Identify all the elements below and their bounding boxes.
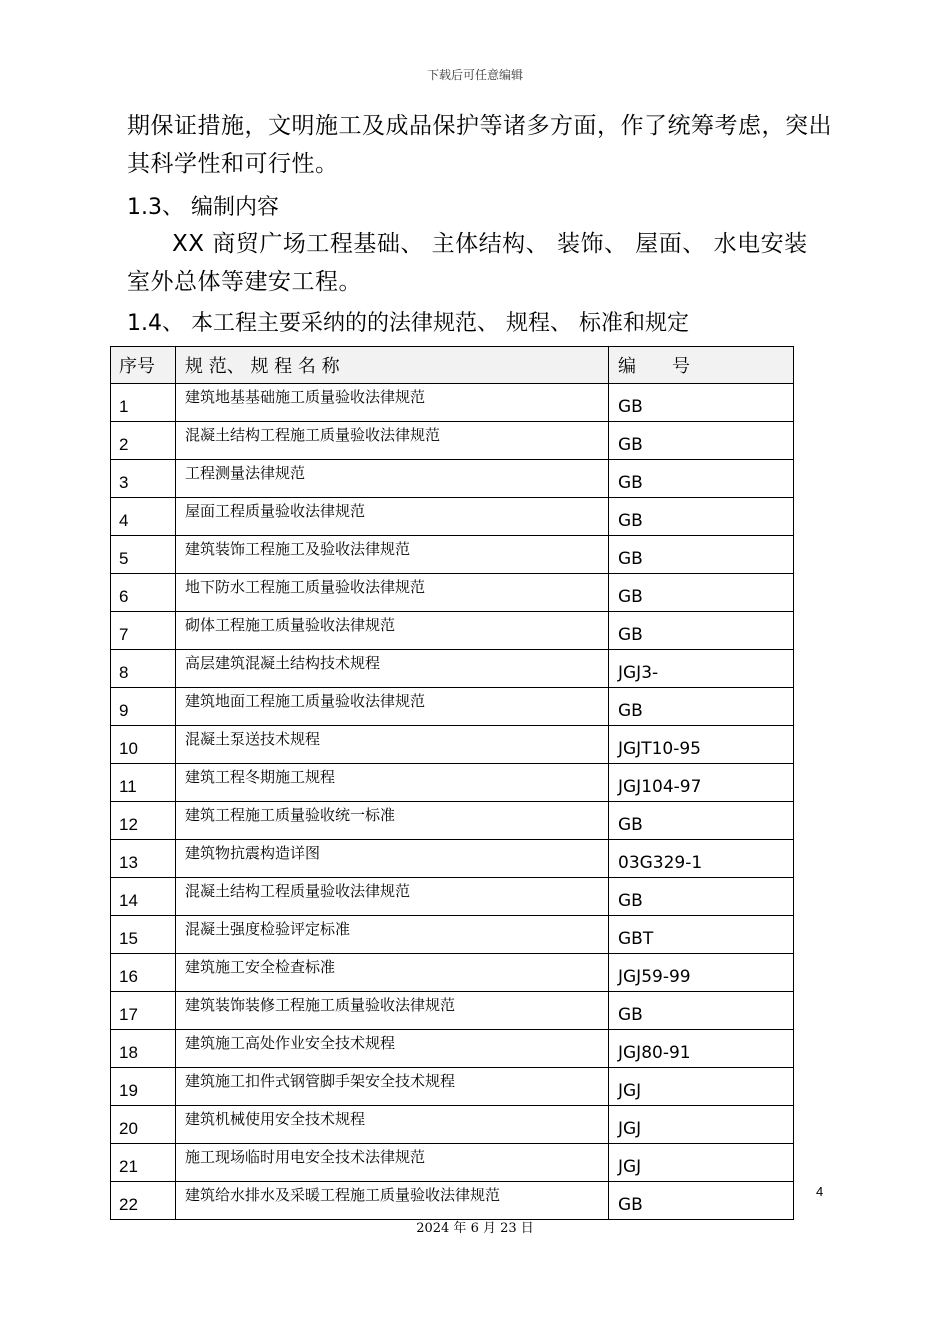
table-row: [111, 574, 794, 612]
row-number-text: 16: [119, 967, 138, 986]
standard-code-text: JGJ59-99: [618, 967, 691, 987]
row-number-text: 6: [119, 587, 129, 606]
standard-code: [609, 1068, 794, 1106]
table-row: [111, 460, 794, 498]
table-row: [111, 764, 794, 802]
standard-name: 建筑装饰工程施工及验收法律规范: [176, 536, 609, 574]
table-row: [111, 384, 794, 422]
row-number-text: 11: [119, 777, 137, 796]
standard-code-text: JGJ80-91: [618, 1043, 691, 1063]
standard-code-text: JGJ104-97: [618, 777, 702, 797]
standard-name: 建筑施工安全检查标准: [176, 954, 609, 992]
standard-name: 地下防水工程施工质量验收法律规范: [176, 574, 609, 612]
standard-code-text: GB: [618, 701, 643, 721]
row-number: [111, 612, 176, 650]
table-row: [111, 916, 794, 954]
row-number: [111, 422, 176, 460]
standard-code-text: GB: [618, 549, 643, 569]
row-number: [111, 764, 176, 802]
standard-name: 屋面工程质量验收法律规范: [176, 498, 609, 536]
standard-code: [609, 726, 794, 764]
table-body: [111, 384, 794, 1220]
section-1-4-title: 1.4、 本工程主要采纳的的法律规范、 规程、 标准和规定: [127, 311, 689, 336]
standard-name: 建筑地面工程施工质量验收法律规范: [176, 688, 609, 726]
standard-code-text: JGJ: [618, 1157, 642, 1177]
table-row: [111, 726, 794, 764]
standard-name: 建筑物抗震构造详图: [176, 840, 609, 878]
standard-code-text: GB: [618, 1005, 643, 1025]
standard-code: [609, 422, 794, 460]
row-number-text: 2: [119, 435, 129, 454]
row-number-text: 13: [119, 853, 138, 872]
standard-name: 高层建筑混凝土结构技术规程: [176, 650, 609, 688]
row-number: [111, 802, 176, 840]
standard-code-text: JGJ: [618, 1081, 642, 1101]
standard-name: 建筑给水排水及采暖工程施工质量验收法律规范: [176, 1182, 609, 1220]
intro-line-2: 其科学性和可行性。: [127, 151, 339, 177]
standard-code: [609, 840, 794, 878]
row-number-text: 18: [119, 1043, 138, 1062]
standard-code-text: GBT: [618, 929, 654, 949]
section-1-3-title: 1.3、 编制内容: [127, 195, 279, 220]
standard-code-text: JGJT10-95: [618, 739, 701, 759]
row-number: [111, 878, 176, 916]
table-row: [111, 1030, 794, 1068]
table-header-row: [111, 347, 794, 384]
row-number-text: 17: [119, 1005, 138, 1024]
table-row: [111, 802, 794, 840]
standard-code: [609, 916, 794, 954]
standard-code-text: GB: [618, 815, 643, 835]
standard-code: [609, 650, 794, 688]
row-number: [111, 1182, 176, 1220]
standards-table: [110, 346, 794, 1220]
standard-code: [609, 954, 794, 992]
standard-code-text: 03G329-1: [618, 853, 703, 873]
row-number-text: 10: [119, 739, 138, 758]
row-number: [111, 1144, 176, 1182]
row-number-text: 5: [119, 549, 129, 568]
page-header: 下载后可任意编辑: [426, 68, 523, 82]
standard-code-text: GB: [618, 511, 643, 531]
standard-code: [609, 688, 794, 726]
row-number-text: 4: [119, 511, 129, 530]
row-number-text: 1: [119, 397, 129, 416]
row-number: [111, 384, 176, 422]
standard-name: 建筑工程施工质量验收统一标准: [176, 802, 609, 840]
standard-code-text: GB: [618, 1195, 643, 1215]
row-number: [111, 916, 176, 954]
header-name: 规 范、 规 程 名 称: [176, 347, 609, 384]
row-number: [111, 954, 176, 992]
table-row: [111, 498, 794, 536]
row-number: [111, 1030, 176, 1068]
standard-code: [609, 764, 794, 802]
row-number: [111, 726, 176, 764]
row-number: [111, 992, 176, 1030]
row-number: [111, 536, 176, 574]
standard-code: [609, 536, 794, 574]
table-row: [111, 612, 794, 650]
header-no: 序号: [111, 347, 176, 384]
standard-code: [609, 1106, 794, 1144]
standard-name: 混凝土结构工程质量验收法律规范: [176, 878, 609, 916]
row-number: [111, 688, 176, 726]
section-1-3-line-1: XX 商贸广场工程基础、 主体结构、 装饰、 屋面、 水电安装: [172, 231, 808, 257]
standard-name: 砌体工程施工质量验收法律规范: [176, 612, 609, 650]
footer-date: 2024 年 6 月 23 日: [416, 1221, 534, 1236]
standard-code: [609, 574, 794, 612]
standard-name: 建筑工程冬期施工规程: [176, 764, 609, 802]
standard-code-text: GB: [618, 891, 643, 911]
row-number: [111, 1106, 176, 1144]
standard-name: 施工现场临时用电安全技术法律规范: [176, 1144, 609, 1182]
row-number: [111, 460, 176, 498]
standard-name: 建筑施工扣件式钢管脚手架安全技术规程: [176, 1068, 609, 1106]
row-number: [111, 1068, 176, 1106]
table-row: [111, 1106, 794, 1144]
standard-code: [609, 802, 794, 840]
standard-code: [609, 1030, 794, 1068]
row-number-text: 21: [119, 1157, 138, 1176]
row-number: [111, 840, 176, 878]
table-row: [111, 1182, 794, 1220]
row-number-text: 20: [119, 1119, 138, 1138]
standard-name: 混凝土结构工程施工质量验收法律规范: [176, 422, 609, 460]
standard-code: [609, 1144, 794, 1182]
standard-name: 建筑施工高处作业安全技术规程: [176, 1030, 609, 1068]
standard-code-text: GB: [618, 397, 643, 417]
row-number-text: 8: [119, 663, 129, 682]
row-number-text: 3: [119, 473, 129, 492]
intro-line-1: 期保证措施，文明施工及成品保护等诸多方面，作了统筹考虑，突出: [127, 113, 832, 139]
page-number: 4: [816, 1184, 824, 1199]
table-row: [111, 688, 794, 726]
header-code: 编 号: [609, 347, 794, 384]
row-number-text: 7: [119, 625, 129, 644]
table-row: [111, 840, 794, 878]
row-number-text: 19: [119, 1081, 138, 1100]
standard-code-text: JGJ: [618, 1119, 642, 1139]
table-row: [111, 422, 794, 460]
standard-code-text: GB: [618, 625, 643, 645]
row-number-text: 12: [119, 815, 138, 834]
table-row: [111, 954, 794, 992]
table-row: [111, 878, 794, 916]
section-1-3-line-2: 室外总体等建安工程。: [127, 269, 362, 295]
row-number-text: 22: [119, 1195, 138, 1214]
standard-code: [609, 1182, 794, 1220]
standard-name: 混凝土强度检验评定标准: [176, 916, 609, 954]
table-row: [111, 1144, 794, 1182]
standard-name: 工程测量法律规范: [176, 460, 609, 498]
standard-code: [609, 460, 794, 498]
standard-name: 建筑装饰装修工程施工质量验收法律规范: [176, 992, 609, 1030]
row-number-text: 14: [119, 891, 138, 910]
row-number: [111, 650, 176, 688]
standard-code-text: GB: [618, 435, 643, 455]
row-number-text: 15: [119, 929, 138, 948]
standard-code: [609, 612, 794, 650]
standard-name: 混凝土泵送技术规程: [176, 726, 609, 764]
standard-name: 建筑机械使用安全技术规程: [176, 1106, 609, 1144]
standard-code: [609, 384, 794, 422]
table-row: [111, 1068, 794, 1106]
standard-code-text: GB: [618, 587, 643, 607]
standard-code: [609, 878, 794, 916]
table-row: [111, 992, 794, 1030]
row-number: [111, 574, 176, 612]
table-row: [111, 536, 794, 574]
standard-code-text: JGJ3-: [618, 663, 659, 683]
row-number: [111, 498, 176, 536]
standard-code-text: GB: [618, 473, 643, 493]
table-row: [111, 650, 794, 688]
standard-code: [609, 498, 794, 536]
row-number-text: 9: [119, 701, 129, 720]
standard-name: 建筑地基基础施工质量验收法律规范: [176, 384, 609, 422]
standard-code: [609, 992, 794, 1030]
